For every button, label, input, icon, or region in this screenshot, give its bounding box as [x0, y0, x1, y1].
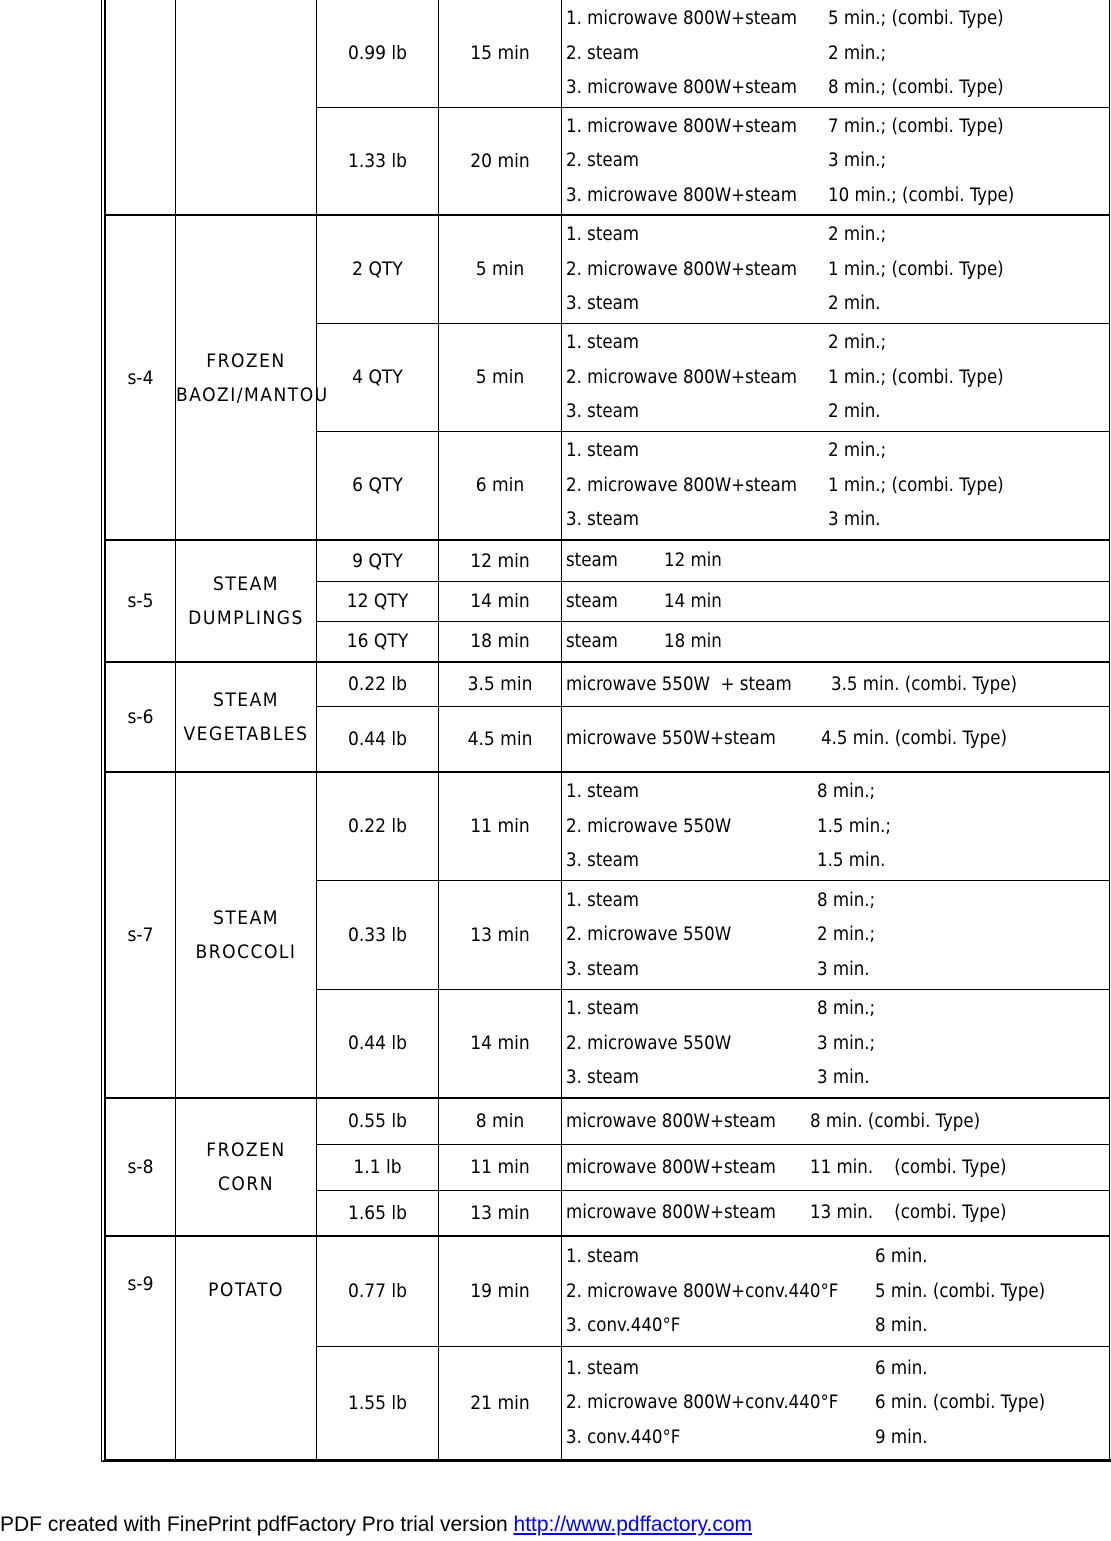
cooking-steps — [562, 107, 1110, 215]
step-line — [566, 544, 1109, 579]
cooking-steps — [562, 215, 1110, 323]
footer-text: PDF created with FinePrint pdfFactory Pro trial version — [0, 1513, 514, 1536]
quantity: 0.22 lb — [317, 662, 439, 706]
food-name: FROZEN CORN — [176, 1098, 317, 1236]
cooking-steps — [562, 772, 1110, 880]
step-line — [566, 952, 1109, 987]
step-duration: 13 min. (combi. Type) — [810, 1202, 1007, 1224]
step-line — [566, 287, 1109, 322]
quantity: 9 QTY — [317, 540, 439, 581]
step-action: 3. steam — [566, 293, 640, 315]
cook-time: 21 min — [439, 1346, 562, 1460]
program-code: s-9 — [106, 1236, 176, 1460]
step-line — [566, 1196, 1109, 1231]
cooking-steps — [562, 581, 1110, 621]
step-duration: 2 min.; — [828, 332, 887, 353]
quantity: 0.44 lb — [317, 989, 439, 1098]
cooking-steps — [562, 989, 1110, 1098]
step-duration: 9 min. — [875, 1426, 928, 1448]
step-duration: 8 min.; — [817, 889, 876, 911]
quantity: 6 QTY — [317, 431, 439, 540]
step-line — [566, 844, 1109, 879]
step-action: 2. microwave 800W+steam — [566, 366, 797, 388]
step-duration: 3 min. — [828, 509, 881, 531]
step-duration: 6 min. — [875, 1246, 928, 1268]
step-line — [566, 1240, 1109, 1275]
cooking-program-table — [105, 0, 1110, 1461]
cook-time: 19 min — [439, 1236, 562, 1346]
step-action: 2. steam — [566, 42, 640, 64]
step-action: 1. steam — [566, 440, 640, 462]
step-duration: 1 min.; (combi. Type) — [828, 366, 1004, 388]
step-action: 2. microwave 550W — [566, 815, 732, 837]
step-line — [566, 178, 1109, 213]
step-line — [566, 434, 1109, 469]
cook-time: 15 min — [439, 0, 562, 107]
program-code — [106, 0, 176, 215]
step-action: 1. microwave 800W+steam — [566, 115, 797, 137]
step-line — [566, 325, 1109, 360]
step-line — [566, 2, 1109, 37]
step-action: microwave 800W+steam — [566, 1110, 776, 1132]
step-action: 1. steam — [566, 224, 640, 246]
step-duration: 2 min.; — [828, 224, 887, 246]
step-duration: 5 min.; (combi. Type) — [828, 8, 1004, 30]
cooking-steps — [562, 706, 1110, 772]
step-line — [566, 71, 1109, 106]
step-duration: 1.5 min. — [817, 850, 886, 872]
step-line — [566, 624, 1109, 659]
step-action: 3. steam — [566, 1067, 640, 1089]
quantity: 0.33 lb — [317, 880, 439, 989]
cooking-steps — [562, 431, 1110, 540]
cook-time: 11 min — [439, 772, 562, 880]
cooking-steps — [562, 1144, 1110, 1190]
step-line — [566, 809, 1109, 844]
cook-time: 6 min — [439, 431, 562, 540]
program-code: s-8 — [106, 1098, 176, 1236]
step-line — [566, 917, 1109, 952]
step-line — [566, 775, 1109, 810]
cooking-steps — [562, 1190, 1110, 1236]
cooking-steps — [562, 621, 1110, 662]
step-line — [566, 584, 1109, 619]
step-duration: 2 min.; — [828, 42, 887, 64]
step-duration: 18 min — [664, 630, 722, 652]
step-line — [566, 1420, 1109, 1455]
step-action: 2. microwave 800W+steam — [566, 474, 797, 496]
step-line — [566, 1274, 1109, 1309]
food-name: STEAM VEGETABLES — [176, 662, 317, 772]
step-line — [566, 468, 1109, 503]
cook-time: 4.5 min — [439, 706, 562, 772]
step-duration: 3 min.; — [817, 1032, 876, 1054]
table-row — [106, 1236, 1110, 1346]
step-line — [566, 109, 1109, 144]
step-duration: 7 min.; (combi. Type) — [828, 115, 1004, 137]
cooking-steps — [562, 1236, 1110, 1346]
cooking-steps — [562, 662, 1110, 706]
cook-time: 3.5 min — [439, 662, 562, 706]
quantity: 1.55 lb — [317, 1346, 439, 1460]
step-action: 2. microwave 550W — [566, 924, 732, 945]
quantity: 2 QTY — [317, 215, 439, 323]
step-action: microwave 800W+steam — [566, 1202, 776, 1224]
step-duration: 8 min.; (combi. Type) — [828, 77, 1004, 99]
step-action: steam — [566, 590, 618, 612]
footer-link[interactable]: http://www.pdffactory.com — [513, 1513, 753, 1536]
cook-time: 20 min — [439, 107, 562, 215]
cook-time: 14 min — [439, 581, 562, 621]
step-duration: 10 min.; (combi. Type) — [828, 184, 1015, 206]
step-line — [566, 394, 1109, 429]
step-duration: 1 min.; (combi. Type) — [828, 474, 1004, 496]
quantity: 12 QTY — [317, 581, 439, 621]
step-action: 1. steam — [566, 332, 640, 353]
step-duration: 4.5 min. (combi. Type) — [821, 728, 1007, 750]
step-duration: 8 min. — [875, 1315, 928, 1337]
step-action: 3. conv.440°F — [566, 1315, 681, 1337]
step-line — [566, 1104, 1109, 1139]
cooking-steps — [562, 323, 1110, 431]
step-duration: 2 min.; — [828, 440, 887, 462]
cook-time: 14 min — [439, 989, 562, 1098]
step-action: 1. steam — [566, 781, 640, 803]
table-row — [106, 540, 1110, 581]
table-row — [106, 662, 1110, 706]
cook-time: 11 min — [439, 1144, 562, 1190]
step-action: 3. steam — [566, 509, 640, 531]
program-code: s-4 — [106, 215, 176, 540]
step-line — [566, 883, 1109, 918]
step-line — [566, 667, 1109, 702]
quantity: 0.99 lb — [317, 0, 439, 107]
quantity: 0.22 lb — [317, 772, 439, 880]
step-action: microwave 550W + steam — [566, 673, 792, 695]
step-duration: 6 min. — [875, 1357, 928, 1379]
step-duration: 3 min. — [817, 1067, 870, 1089]
step-action: 2. microwave 550W — [566, 1032, 732, 1054]
quantity: 4 QTY — [317, 323, 439, 431]
food-name: STEAM DUMPLINGS — [176, 540, 317, 662]
step-duration: 5 min. (combi. Type) — [875, 1280, 1046, 1302]
step-duration: 2 min.; — [817, 924, 876, 945]
food-name — [176, 0, 317, 215]
step-duration: 8 min.; — [817, 781, 876, 803]
step-action: 3. microwave 800W+steam — [566, 77, 797, 99]
quantity: 1.1 lb — [317, 1144, 439, 1190]
step-duration: 11 min. (combi. Type) — [810, 1156, 1007, 1178]
quantity: 1.65 lb — [317, 1190, 439, 1236]
step-line — [566, 360, 1109, 395]
step-line — [566, 1351, 1109, 1386]
step-action: steam — [566, 550, 618, 572]
step-line — [566, 1026, 1109, 1061]
cooking-steps — [562, 880, 1110, 989]
cook-time: 13 min — [439, 1190, 562, 1236]
cooking-steps — [562, 540, 1110, 581]
food-name: STEAM BROCCOLI — [176, 772, 317, 1098]
table-row — [106, 0, 1110, 107]
step-duration: 1 min.; (combi. Type) — [828, 258, 1004, 280]
step-line — [566, 1386, 1109, 1421]
step-action: microwave 800W+steam — [566, 1156, 776, 1178]
cook-time: 5 min — [439, 323, 562, 431]
step-duration: 14 min — [664, 590, 722, 612]
step-action: steam — [566, 630, 618, 652]
step-duration: 12 min — [664, 550, 722, 572]
step-action: 1. steam — [566, 889, 640, 911]
step-action: 2. microwave 800W+conv.440°F — [566, 1280, 839, 1302]
cook-time: 18 min — [439, 621, 562, 662]
quantity: 0.55 lb — [317, 1098, 439, 1144]
step-duration: 3 min. — [817, 958, 870, 980]
cook-time: 5 min — [439, 215, 562, 323]
food-name: FROZEN BAOZI/MANTOU — [176, 215, 317, 540]
step-action: 3. steam — [566, 850, 640, 872]
cook-time: 8 min — [439, 1098, 562, 1144]
step-action: 1. steam — [566, 998, 640, 1020]
step-duration: 8 min. (combi. Type) — [810, 1110, 981, 1132]
step-action: 3. microwave 800W+steam — [566, 184, 797, 206]
cooking-steps — [562, 1098, 1110, 1144]
step-duration: 3.5 min. (combi. Type) — [831, 673, 1017, 695]
step-action: 2. microwave 800W+steam — [566, 258, 797, 280]
step-action: 2. steam — [566, 150, 640, 172]
food-name: POTATO — [176, 1236, 317, 1460]
quantity: 1.33 lb — [317, 107, 439, 215]
step-action: 3. conv.440°F — [566, 1426, 681, 1448]
step-action: 1. steam — [566, 1357, 640, 1379]
table-row — [106, 772, 1110, 880]
step-action: 3. steam — [566, 958, 640, 980]
step-duration: 6 min. (combi. Type) — [875, 1392, 1046, 1414]
pdf-footer — [0, 1513, 752, 1537]
quantity: 0.44 lb — [317, 706, 439, 772]
table-row — [106, 215, 1110, 323]
step-action: 2. microwave 800W+conv.440°F — [566, 1392, 839, 1414]
step-action: 1. microwave 800W+steam — [566, 8, 797, 30]
step-action: 1. steam — [566, 1246, 640, 1268]
cook-time: 12 min — [439, 540, 562, 581]
table-row — [106, 1098, 1110, 1144]
step-line — [566, 992, 1109, 1027]
cook-time: 13 min — [439, 880, 562, 989]
step-line — [566, 1150, 1109, 1185]
step-duration: 2 min. — [828, 293, 881, 315]
step-line — [566, 218, 1109, 253]
quantity: 16 QTY — [317, 621, 439, 662]
step-duration: 2 min. — [828, 401, 881, 422]
step-line — [566, 1309, 1109, 1344]
program-code: s-7 — [106, 772, 176, 1098]
step-line — [566, 36, 1109, 71]
quantity: 0.77 lb — [317, 1236, 439, 1346]
step-line — [566, 722, 1109, 757]
step-line — [566, 503, 1109, 538]
step-line — [566, 144, 1109, 179]
step-line — [566, 252, 1109, 287]
cooking-steps — [562, 0, 1110, 107]
step-duration: 8 min.; — [817, 998, 876, 1020]
program-code: s-6 — [106, 662, 176, 772]
step-duration: 1.5 min.; — [817, 815, 892, 837]
step-line — [566, 1061, 1109, 1096]
program-code: s-5 — [106, 540, 176, 662]
cooking-steps — [562, 1346, 1110, 1460]
step-action: microwave 550W+steam — [566, 728, 776, 750]
step-duration: 3 min.; — [828, 150, 887, 172]
step-action: 3. steam — [566, 401, 640, 422]
